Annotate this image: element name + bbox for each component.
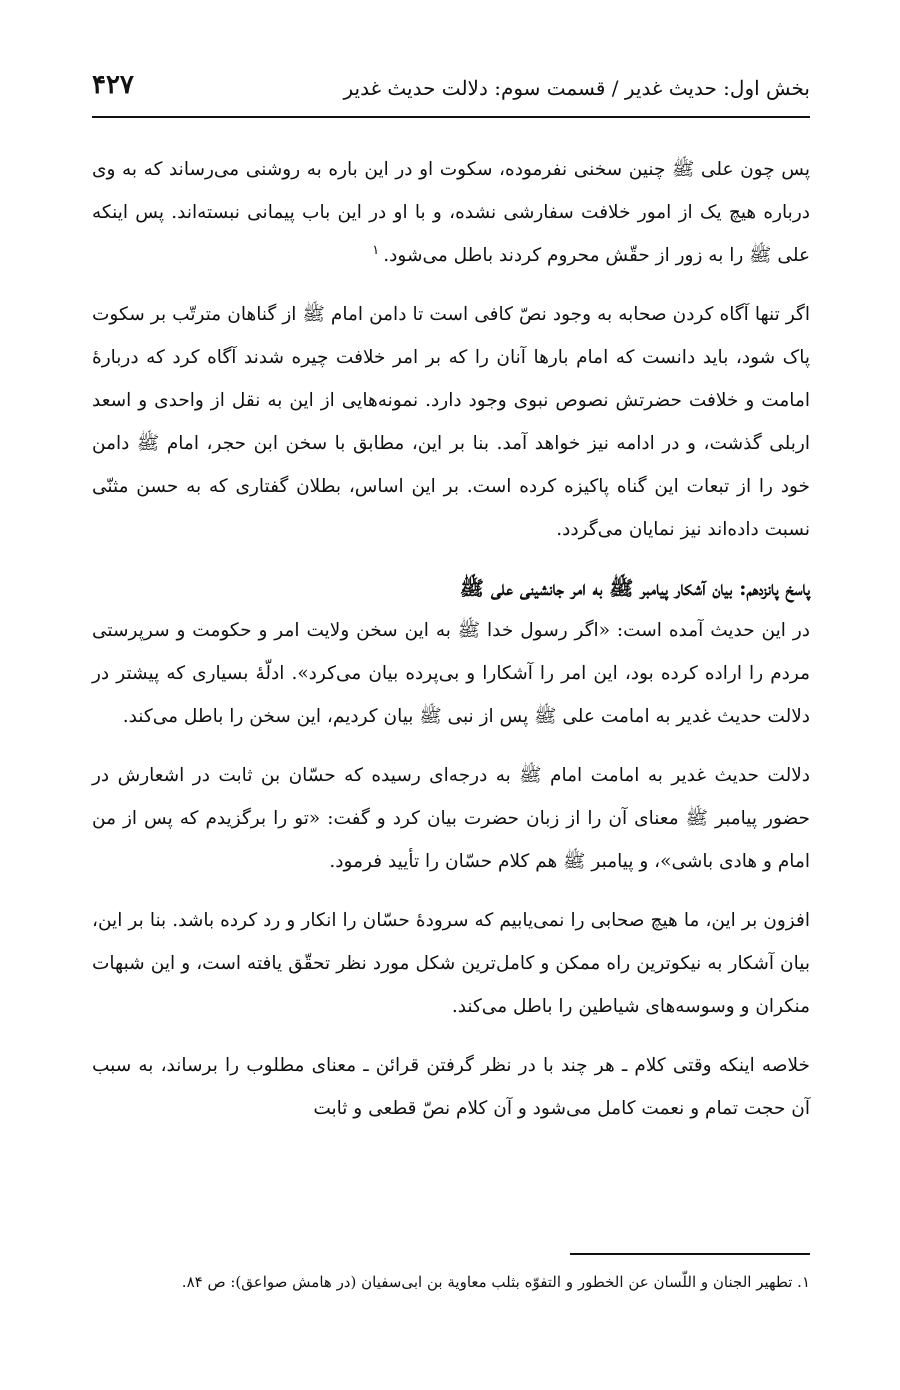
running-header-title: بخش اول: حدیث غدیر / قسمت سوم: دلالت حدیث غدیر <box>343 76 810 100</box>
book-page <box>92 58 810 1358</box>
paragraph-1-text: پس چون علی ﷺ چنین سخنی نفرموده، سکوت او در این باره به روشنی می‌رساند که به وی درباره هیچ یک از امور خلافت سفارشی نشده، و با او در این باب پیمانی نبسته‌اند. پس اینکه علی ﷺ را به زور از حقّش محروم کردند باطل می‌شود. <box>92 159 810 266</box>
paragraph-3: در این حدیث آمده است: «اگر رسول خدا ﷺ به این سخن ولایت امر و حکومت و سرپرستی مردم را اراده کرده بود، این امر را آشکارا و بی‌پرده بیان می‌کرد». ادلّهٔ بسیاری که پیشتر در دلالت حدیث غدیر به امامت علی ﷺ پس از نبی ﷺ بیان کردیم، این سخن را باطل می‌کند. <box>92 620 810 727</box>
paragraph-6: خلاصه اینکه وقتی کلام ـ هر چند با در نظر گرفتن قرائن ـ معنای مطلوب را برساند، به سبب آن حجت تمام و نعمت کامل می‌شود و آن کلام نصّ قطعی و ثابت <box>92 1055 810 1119</box>
footnote-marker: ۱ <box>372 242 380 258</box>
footnote: ۱. تطهیر الجنان و اللّسان عن الخطور و التفوّه بثلب معاویة بن ابی‌سفیان (در هامش صواعق): ص ۸۴. <box>181 1273 810 1291</box>
page-number: ۴۲۷ <box>92 70 134 100</box>
paragraph-5: افزون بر این، ما هیچ صحابی را نمی‌یابیم که سرودهٔ حسّان را انکار و رد کرده باشد. بنا بر این، بیان آشکار به نیکوترین راه ممکن و کامل‌ترین شکل مورد نظر تحقّق یافته است، و این شبهات منکران و وسوسه‌های شیاطین را باطل می‌کند. <box>92 910 810 1017</box>
page-header <box>92 58 810 118</box>
paragraph-4: دلالت حدیث غدیر به امامت امام ﷺ به درجه‌ای رسیده که حسّان بن ثابت در اشعارش در حضور پیامبر ﷺ معنای آن را از زبان حضرت بیان کرد و گفت: «تو را برگزیدم که پس از من امام و هادی باشی»، و پیامبر ﷺ هم کلام حسّان را تأیید فرمود. <box>92 765 810 872</box>
footnote-divider <box>570 1253 810 1255</box>
paragraph-1 <box>92 148 810 277</box>
section-heading: پاسخ پانزدهم: بیان آشکار پیامبر ﷺ به امر جانشینی علی ﷺ <box>459 576 810 600</box>
body-text <box>92 148 810 1130</box>
paragraph-2: اگر تنها آگاه کردن صحابه به وجود نصّ کافی است تا دامن امام ﷺ از گناهان مترتّب بر سکوت پاک شود، باید دانست که امام بارها آنان را که بر امر خلافت چیره شدند آگاه کرد که دربارهٔ امامت و خلافت حضرتش نصوص نبوی وجود دارد. نمونه‌هایی از این به نقل از واحدی و اسعد اربلی گذشت، و در ادامه نیز خواهد آمد. بنا بر این، مطابق با سخن ابن حجر، امام ﷺ دامن خود را از تبعات این گناه پاکیزه کرده است. بر این اساس، بطلان گفتاری که به حسن مثنّی نسبت داده‌اند نیز نمایان می‌گردد. <box>92 304 810 540</box>
